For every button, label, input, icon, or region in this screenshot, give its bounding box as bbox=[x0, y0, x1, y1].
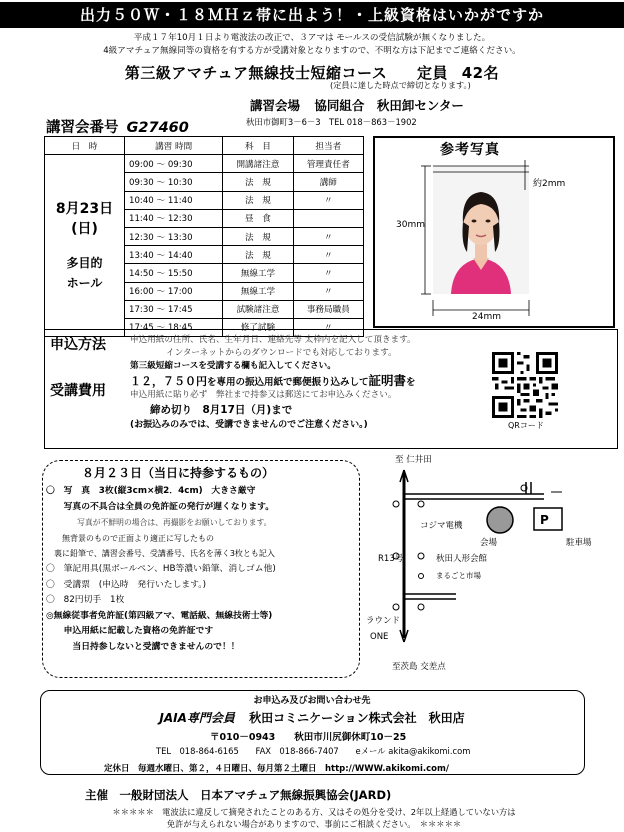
fee-certificate: 証明書 bbox=[368, 373, 407, 388]
course-note: (定員に達した時点で締切となります。) bbox=[330, 80, 471, 90]
subject-cell: 法 規 bbox=[223, 173, 293, 191]
height-dimension: 30mm bbox=[396, 220, 425, 230]
deadline: 締め切り 8月17日（月)まで bbox=[150, 404, 293, 416]
width-dimension: 24mm bbox=[472, 312, 501, 322]
list-item: ◎無線従事者免許証(第四級アマ、電話級、無線技術士等) bbox=[46, 610, 273, 621]
map-north: 至 仁井田 bbox=[395, 455, 432, 465]
deadline-note: (お振込みのみでは、受講できませんのでご注意ください。) bbox=[130, 420, 368, 430]
list-item: 写真の不具合は全員の免許証の発行が遅くなります。 bbox=[46, 501, 275, 512]
time-cell: 14:50 ～ 15:50 bbox=[125, 264, 223, 282]
fee-tail: を bbox=[406, 377, 416, 388]
table-row bbox=[45, 155, 364, 173]
subject-cell: 無線工学 bbox=[223, 282, 293, 300]
fee-text: を専用の振込用紙で郵便振り込みして bbox=[207, 377, 369, 388]
method-line-2: インターネットからのダウンロードでも対応しております。 bbox=[166, 348, 397, 358]
schedule-table bbox=[44, 136, 364, 337]
day-place-2: ホール bbox=[66, 275, 103, 290]
header-date: 日 時 bbox=[45, 137, 125, 155]
day-cell bbox=[45, 155, 125, 337]
session-label: 講習会番号 bbox=[46, 120, 119, 136]
fee-line-2: 申込用紙に貼り必ず 弊社まで持参又は郵送にてお申込みください。 bbox=[130, 390, 397, 400]
list-item: 〇 受講票 (申込時 発行いたします。) bbox=[46, 579, 207, 590]
venue bbox=[250, 96, 464, 114]
fee-amount: １２，７５０円 bbox=[130, 375, 207, 388]
method-label: 申込方法 bbox=[50, 337, 106, 353]
contact-tel: TEL 018-864-6165 FAX 018-866-7407 eメール akita@akikomi.com bbox=[156, 746, 471, 756]
staff-cell: 〃 bbox=[293, 264, 363, 282]
staff-cell: 〃 bbox=[293, 318, 363, 336]
time-cell: 11:40 ～ 12:30 bbox=[125, 209, 223, 227]
time-cell: 16:00 ～ 17:00 bbox=[125, 282, 223, 300]
intro-line-1: 平成１７年10月１日より電波法の改正で、３アマは モールスの受信試験が無くなりました。 bbox=[133, 33, 491, 43]
map-round: ラウンド bbox=[366, 616, 401, 626]
day-weekday: (日) bbox=[71, 220, 98, 237]
subject-cell: 無線工学 bbox=[223, 264, 293, 282]
staff-cell: 〃 bbox=[293, 191, 363, 209]
time-cell: 10:40 ～ 11:40 bbox=[125, 191, 223, 209]
time-cell: 09:30 ～ 10:30 bbox=[125, 173, 223, 191]
application-details bbox=[130, 347, 490, 432]
staff-cell: 講師 bbox=[293, 173, 363, 191]
day-date: 8月23日 bbox=[55, 200, 114, 217]
footer-note-2: 免許が与えられない場合がありますので、事前にご相談ください。 ＊＊＊＊＊ bbox=[166, 819, 462, 829]
map-road: R13号 bbox=[378, 554, 404, 564]
photo-dimension-lines bbox=[375, 160, 611, 325]
schedule-header bbox=[45, 137, 364, 155]
method-line-1: 申込用紙の住所、氏名、生年月日、連絡先等 太枠内を記入して頂きます。 bbox=[130, 335, 416, 345]
time-cell: 13:40 ～ 14:40 bbox=[125, 246, 223, 264]
capacity-label: 定員 bbox=[416, 64, 448, 82]
subject-cell: 法 規 bbox=[223, 227, 293, 245]
map-market: まるごと市場 bbox=[436, 571, 481, 580]
subject-cell: 法 規 bbox=[223, 191, 293, 209]
subject-cell: 開講諸注意 bbox=[223, 155, 293, 173]
time-cell: 17:45 ～ 18:45 bbox=[125, 318, 223, 336]
time-cell: 09:00 ～ 09:30 bbox=[125, 155, 223, 173]
header-subject: 科 目 bbox=[223, 137, 293, 155]
contact-postal: 〒010－0943 秋田市川尻御休町10－25 bbox=[210, 732, 407, 743]
access-map bbox=[366, 452, 616, 672]
fee-label: 受講費用 bbox=[50, 383, 106, 399]
staff-cell: 事務局職員 bbox=[293, 300, 363, 318]
header-time: 講習 時間 bbox=[125, 137, 223, 155]
staff-cell: 〃 bbox=[293, 246, 363, 264]
venue-name: 協同組合 秋田卸センター bbox=[314, 98, 464, 113]
list-item: 無背景のもので正面より適正に写したもの bbox=[46, 533, 214, 543]
staff-cell bbox=[293, 209, 363, 227]
contact-heading: お申込み及びお問い合わせ先 bbox=[253, 696, 371, 706]
photo-title: 参考写真 bbox=[440, 142, 500, 158]
member-label: JAIA専門会員 bbox=[159, 711, 235, 725]
list-item: 裏に鉛筆で、講習会番号、受講番号、氏名を薄く3枚とも記入 bbox=[46, 549, 275, 559]
map-parking: 駐車場 bbox=[566, 538, 592, 548]
subject-cell: 法 規 bbox=[223, 246, 293, 264]
contact-company-line bbox=[0, 709, 624, 726]
list-item: 写真が不鮮明の場合は、再撮影をお願いしております。 bbox=[46, 518, 272, 528]
staff-cell: 管理責任者 bbox=[293, 155, 363, 173]
organizer: 主催 一般財団法人 日本アマチュア無線振興協会(JARD) bbox=[85, 788, 392, 802]
intro-text bbox=[10, 32, 614, 58]
map-doll-museum: 秋田人形会館 bbox=[436, 554, 488, 564]
time-cell: 17:30 ～ 17:45 bbox=[125, 300, 223, 318]
method-line-3: 第三級短縮コースを受講する欄も記入してください。 bbox=[130, 361, 336, 371]
day-place-1: 多目的 bbox=[66, 255, 103, 270]
staff-cell: 〃 bbox=[293, 227, 363, 245]
subject-cell: 昼 食 bbox=[223, 209, 293, 227]
map-one: ONE bbox=[370, 632, 389, 642]
session-number bbox=[46, 116, 189, 137]
bring-list bbox=[46, 484, 362, 656]
fee-line bbox=[130, 374, 490, 389]
venue-label: 講習会場 bbox=[250, 98, 301, 113]
staff-cell: 〃 bbox=[293, 282, 363, 300]
capacity-value: 42名 bbox=[461, 64, 500, 82]
intro-line-2: 4級アマチュア無線同等の資格を有する方が受講対象となりますので、不明な方は下記までご連絡ください。 bbox=[103, 46, 521, 56]
list-item: 申込用紙に記載した資格の免許証です bbox=[46, 626, 214, 637]
footer-note bbox=[44, 806, 584, 830]
bring-title: ８月２３日（当日に持参するもの） bbox=[82, 466, 275, 480]
company-name: 秋田コミニケーション株式会社 秋田店 bbox=[249, 711, 465, 725]
parking-mark: P bbox=[540, 513, 549, 527]
qr-code-icon[interactable] bbox=[492, 352, 558, 418]
contact-holiday: 定休日 毎週水曜日、第２，４日曜日、毎月第２土曜日 http://WWW.akikomi.com/ bbox=[104, 764, 449, 774]
list-item: 〇 筆記用具(黒ボールペン、HB等濃い鉛筆、消しゴム他) bbox=[46, 563, 276, 574]
venue-address: 秋田市御町3－6－3 TEL 018－863－1902 bbox=[246, 117, 417, 127]
map-venue: 会場 bbox=[480, 538, 498, 548]
qr-label: QRコード bbox=[508, 421, 544, 430]
header-staff: 担当者 bbox=[293, 137, 363, 155]
map-south: 至茨島 交差点 bbox=[392, 662, 446, 672]
subject-cell: 修了試験 bbox=[223, 318, 293, 336]
list-item: 〇 写 真 3枚(縦3cm×横2．4cm) 大きさ厳守 bbox=[46, 486, 256, 496]
course-name: 第三級アマチュア無線技士短縮コース bbox=[124, 64, 388, 82]
list-item: 〇 82円切手 1枚 bbox=[46, 595, 125, 606]
crown-dimension: 約2mm bbox=[533, 179, 566, 189]
time-cell: 12:30 ～ 13:30 bbox=[125, 227, 223, 245]
headline-banner: 出力５０Ｗ・１８ＭＨｚ帯に出よう！・上級資格はいかがですか bbox=[0, 2, 624, 28]
course-title bbox=[0, 62, 624, 83]
footer-note-1: ＊＊＊＊＊ 電波法に違反して摘発されたことのある方、又はその処分を受け、2年以上経過していない方は bbox=[112, 807, 516, 817]
map-kojima: コジマ電機 bbox=[420, 521, 463, 531]
subject-cell: 試験諸注意 bbox=[223, 300, 293, 318]
session-code: G27460 bbox=[126, 120, 189, 136]
list-item: 当日持参しないと受講できませんので！！ bbox=[46, 641, 240, 652]
